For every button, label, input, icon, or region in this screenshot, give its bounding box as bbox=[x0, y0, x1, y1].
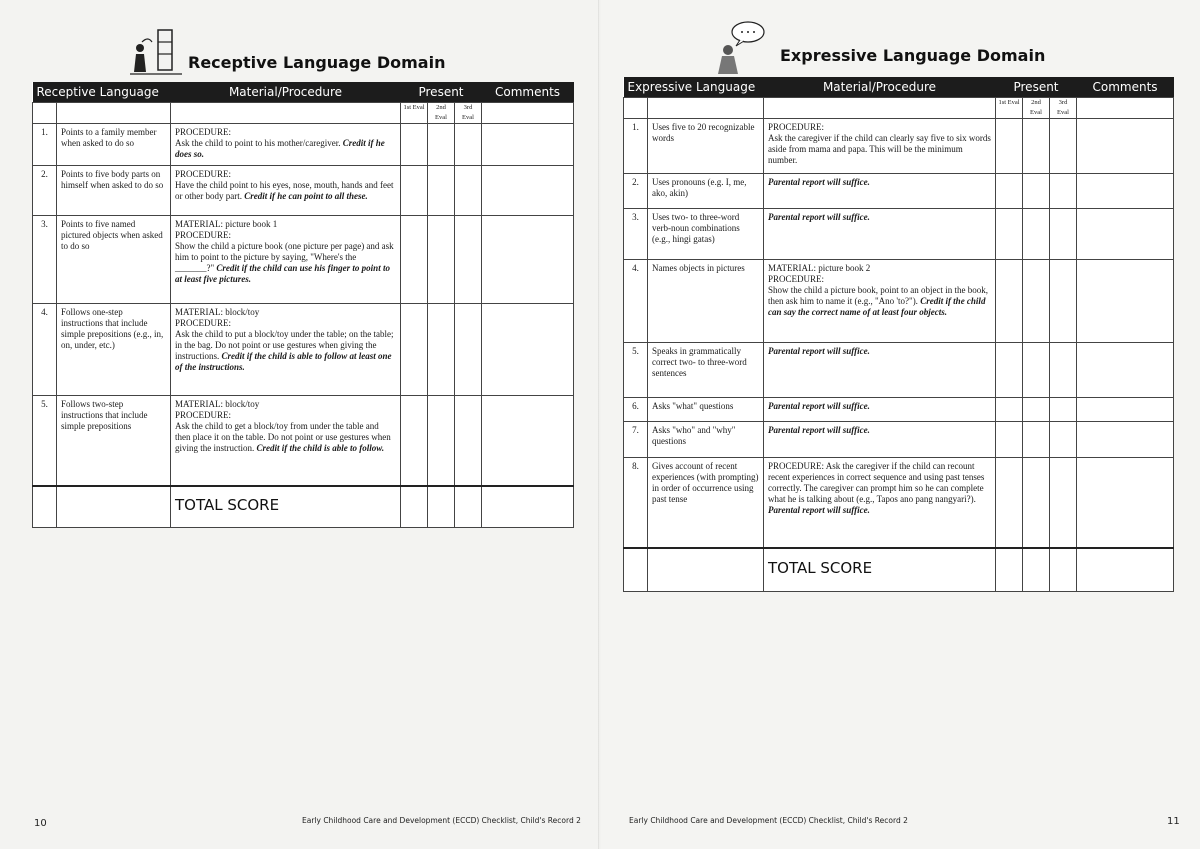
total-row bbox=[33, 486, 574, 528]
eval-2-header: 2nd Eval bbox=[1023, 98, 1050, 119]
present-header: Present bbox=[401, 82, 482, 103]
page-title: Receptive Language Domain bbox=[188, 53, 446, 72]
procedure-line: PROCEDURE: bbox=[768, 274, 825, 284]
eval-3-header: 3rd Eval bbox=[1050, 98, 1077, 119]
credit-text: Credit if the child is able to follow. bbox=[256, 443, 385, 453]
present-header: Present bbox=[996, 77, 1077, 98]
skill-text: Points to a family member when asked to do so bbox=[57, 124, 171, 166]
table-row bbox=[624, 174, 1174, 209]
skill-text: Speaks in grammatically correct two- to three-word sentences bbox=[648, 343, 764, 398]
procedure-line: MATERIAL: picture book 2 bbox=[768, 263, 871, 273]
expressive-language-table bbox=[623, 77, 1174, 592]
skill-text: Points to five body parts on himself when asked to do so bbox=[57, 166, 171, 216]
credit-text: Credit if he can point to all these. bbox=[244, 191, 368, 201]
comments-cell[interactable] bbox=[1077, 422, 1174, 458]
procedure-cell bbox=[764, 458, 996, 548]
skill-text: Follows two-step instructions that include simple prepositions bbox=[57, 396, 171, 486]
credit-text: Credit if the child is able to follow at least one of the instructions. bbox=[175, 351, 392, 372]
eval-checkbox-2[interactable] bbox=[1023, 260, 1050, 343]
procedure-cell bbox=[764, 422, 996, 458]
eval-checkbox-3[interactable] bbox=[455, 304, 482, 396]
procedure-line: MATERIAL: block/toy bbox=[175, 307, 260, 317]
procedure-cell bbox=[171, 216, 401, 304]
comments-cell[interactable] bbox=[482, 396, 574, 486]
table-row bbox=[33, 216, 574, 304]
eval-checkbox-2[interactable] bbox=[1023, 398, 1050, 422]
page-footer: Early Childhood Care and Development (ECCD) Checklist, Child's Record 2 bbox=[629, 816, 908, 825]
total-score-2[interactable] bbox=[1023, 548, 1050, 592]
eval-checkbox-1[interactable] bbox=[996, 398, 1023, 422]
eval-1-header: 1st Eval bbox=[996, 98, 1023, 119]
item-number: 1. bbox=[624, 119, 648, 174]
total-score-label: TOTAL SCORE bbox=[175, 496, 280, 515]
item-number: 1. bbox=[33, 124, 57, 166]
eval-checkbox-3[interactable] bbox=[455, 166, 482, 216]
item-number: 4. bbox=[624, 260, 648, 343]
eval-checkbox-3[interactable] bbox=[455, 216, 482, 304]
eval-checkbox-2[interactable] bbox=[428, 124, 455, 166]
eval-checkbox-1[interactable] bbox=[401, 166, 428, 216]
table-row bbox=[624, 422, 1174, 458]
comments-cell[interactable] bbox=[1077, 119, 1174, 174]
eval-checkbox-1[interactable] bbox=[996, 343, 1023, 398]
credit-text: Parental report will suffice. bbox=[768, 401, 870, 411]
eval-checkbox-3[interactable] bbox=[1050, 343, 1077, 398]
material-header: Material/Procedure bbox=[171, 82, 401, 103]
total-score-1[interactable] bbox=[401, 486, 428, 528]
credit-text: Parental report will suffice. bbox=[768, 177, 870, 187]
eval-checkbox-3[interactable] bbox=[1050, 398, 1077, 422]
total-score-2[interactable] bbox=[428, 486, 455, 528]
eval-checkbox-2[interactable] bbox=[1023, 174, 1050, 209]
eval-checkbox-3[interactable] bbox=[455, 396, 482, 486]
child-at-door-icon bbox=[128, 28, 184, 78]
procedure-line: PROCEDURE: Ask the caregiver if the child can recount recent experiences in correct sequence and using past tenses correctly. The caregiver can prompt him so he can complete what he is talking about (e.g., Tapos ano pang nangyari?). bbox=[768, 461, 985, 504]
item-number: 5. bbox=[624, 343, 648, 398]
table-row bbox=[33, 304, 574, 396]
procedure-line: Ask the child to get a block/toy from under the table and then place it on the table. Do not point or use gestures when giving the instruction. bbox=[175, 421, 391, 453]
eval-checkbox-2[interactable] bbox=[428, 166, 455, 216]
item-number: 3. bbox=[33, 216, 57, 304]
comments-cell[interactable] bbox=[1077, 458, 1174, 548]
eval-checkbox-3[interactable] bbox=[1050, 422, 1077, 458]
procedure-line: PROCEDURE: bbox=[175, 127, 232, 137]
receptive-language-table bbox=[32, 82, 574, 528]
procedure-cell bbox=[171, 124, 401, 166]
eval-checkbox-2[interactable] bbox=[1023, 422, 1050, 458]
comments-cell[interactable] bbox=[482, 124, 574, 166]
eval-checkbox-2[interactable] bbox=[1023, 343, 1050, 398]
eval-checkbox-3[interactable] bbox=[1050, 119, 1077, 174]
eval-1-header: 1st Eval bbox=[401, 103, 428, 124]
comments-cell[interactable] bbox=[1077, 343, 1174, 398]
credit-text: Credit if he does so. bbox=[175, 138, 385, 159]
item-number: 4. bbox=[33, 304, 57, 396]
procedure-line: Show the child a picture book (one picture per page) and ask him to point to the picture by saying, "Where's the _______?" bbox=[175, 241, 394, 273]
eval-checkbox-1[interactable] bbox=[401, 396, 428, 486]
eval-checkbox-3[interactable] bbox=[1050, 260, 1077, 343]
table-row bbox=[624, 260, 1174, 343]
procedure-cell bbox=[764, 398, 996, 422]
total-score-label: TOTAL SCORE bbox=[768, 559, 873, 578]
procedure-line: PROCEDURE: bbox=[768, 122, 825, 132]
eval-checkbox-2[interactable] bbox=[428, 396, 455, 486]
total-score-3[interactable] bbox=[1050, 548, 1077, 592]
table-row bbox=[624, 343, 1174, 398]
page-number: 10 bbox=[34, 818, 47, 829]
item-number: 8. bbox=[624, 458, 648, 548]
table-row bbox=[33, 396, 574, 486]
eval-2-header: 2nd Eval bbox=[428, 103, 455, 124]
eval-checkbox-1[interactable] bbox=[996, 174, 1023, 209]
item-number: 2. bbox=[624, 174, 648, 209]
procedure-line: Show the child a picture book, point to an object in the book, then ask him to name it (e.g., "Ano 'to?"). bbox=[768, 285, 988, 306]
procedure-line: MATERIAL: picture book 1 bbox=[175, 219, 278, 229]
eval-checkbox-1[interactable] bbox=[996, 458, 1023, 548]
skill-text: Asks "who" and "why" questions bbox=[648, 422, 764, 458]
comments-cell[interactable] bbox=[1077, 174, 1174, 209]
credit-text: Parental report will suffice. bbox=[768, 425, 870, 435]
total-score-3[interactable] bbox=[455, 486, 482, 528]
eval-checkbox-3[interactable] bbox=[1050, 209, 1077, 260]
procedure-line: PROCEDURE: bbox=[175, 410, 232, 420]
child-speech-bubble-icon bbox=[714, 20, 768, 76]
procedure-cell bbox=[171, 304, 401, 396]
comments-cell[interactable] bbox=[1077, 209, 1174, 260]
comments-cell[interactable] bbox=[1077, 398, 1174, 422]
page-number: 11 bbox=[1167, 816, 1180, 827]
comments-cell[interactable] bbox=[1077, 260, 1174, 343]
eval-checkbox-2[interactable] bbox=[428, 304, 455, 396]
table-row bbox=[624, 458, 1174, 548]
item-number: 6. bbox=[624, 398, 648, 422]
table-row bbox=[624, 398, 1174, 422]
skill-text: Uses two- to three-word verb-noun combinations (e.g., hingi gatas) bbox=[648, 209, 764, 260]
page-footer: Early Childhood Care and Development (ECCD) Checklist, Child's Record 2 bbox=[302, 816, 581, 825]
credit-text: Credit if the child can say the correct name of at least four objects. bbox=[768, 296, 986, 317]
skill-text: Points to five named pictured objects when asked to do so bbox=[57, 216, 171, 304]
eval-checkbox-2[interactable] bbox=[1023, 209, 1050, 260]
item-number: 2. bbox=[33, 166, 57, 216]
total-row bbox=[624, 548, 1174, 592]
eval-3-header: 3rd Eval bbox=[455, 103, 482, 124]
skill-text: Names objects in pictures bbox=[648, 260, 764, 343]
table-row bbox=[33, 166, 574, 216]
eval-checkbox-1[interactable] bbox=[996, 119, 1023, 174]
eval-checkbox-3[interactable] bbox=[1050, 174, 1077, 209]
skill-text: Gives account of recent experiences (with prompting) in order of occurrence using past tense bbox=[648, 458, 764, 548]
credit-text: Parental report will suffice. bbox=[768, 505, 870, 515]
procedure-line: Ask the caregiver if the child can clearly say five to six words aside from mama and papa. This will be the minimum number. bbox=[768, 133, 991, 165]
item-number: 7. bbox=[624, 422, 648, 458]
page-title: Expressive Language Domain bbox=[780, 46, 1046, 65]
procedure-cell bbox=[764, 343, 996, 398]
comments-cell[interactable] bbox=[482, 166, 574, 216]
item-number: 3. bbox=[624, 209, 648, 260]
eval-checkbox-3[interactable] bbox=[1050, 458, 1077, 548]
skill-text: Asks "what" questions bbox=[648, 398, 764, 422]
eval-checkbox-1[interactable] bbox=[996, 422, 1023, 458]
procedure-cell bbox=[171, 166, 401, 216]
table-row bbox=[624, 209, 1174, 260]
eval-checkbox-1[interactable] bbox=[996, 260, 1023, 343]
procedure-line: Ask the child to point to his mother/caregiver. bbox=[175, 138, 341, 148]
procedure-cell bbox=[764, 209, 996, 260]
procedure-line: Ask the child to put a block/toy under the table; on the table; in the bag. Do not point or use gestures when giving the instructions. bbox=[175, 329, 394, 361]
procedure-cell bbox=[171, 396, 401, 486]
procedure-cell bbox=[764, 260, 996, 343]
skill-header: Receptive Language bbox=[33, 82, 171, 103]
comments-cell[interactable] bbox=[482, 304, 574, 396]
table-row bbox=[624, 119, 1174, 174]
eval-checkbox-2[interactable] bbox=[1023, 458, 1050, 548]
comments-header: Comments bbox=[1077, 77, 1174, 98]
eval-checkbox-1[interactable] bbox=[996, 209, 1023, 260]
comments-header: Comments bbox=[482, 82, 574, 103]
credit-text: Credit if the child can use his finger to point to at least five pictures. bbox=[175, 263, 390, 284]
skill-text: Follows one-step instructions that include simple prepositions (e.g., in, on, under, etc.) bbox=[57, 304, 171, 396]
eval-checkbox-1[interactable] bbox=[401, 124, 428, 166]
credit-text: Parental report will suffice. bbox=[768, 212, 870, 222]
procedure-line: PROCEDURE: bbox=[175, 169, 232, 179]
eval-checkbox-3[interactable] bbox=[455, 124, 482, 166]
procedure-cell bbox=[764, 174, 996, 209]
material-header: Material/Procedure bbox=[764, 77, 996, 98]
procedure-line: Have the child point to his eyes, nose, mouth, hands and feet or other body part. bbox=[175, 180, 394, 201]
credit-text: Parental report will suffice. bbox=[768, 346, 870, 356]
table-row bbox=[33, 124, 574, 166]
skill-text: Uses five to 20 recognizable words bbox=[648, 119, 764, 174]
procedure-line: PROCEDURE: bbox=[175, 230, 232, 240]
total-score-1[interactable] bbox=[996, 548, 1023, 592]
procedure-line: MATERIAL: block/toy bbox=[175, 399, 260, 409]
comments-cell[interactable] bbox=[482, 216, 574, 304]
procedure-line: PROCEDURE: bbox=[175, 318, 232, 328]
skill-text: Uses pronouns (e.g. I, me, ako, akin) bbox=[648, 174, 764, 209]
eval-checkbox-2[interactable] bbox=[1023, 119, 1050, 174]
eval-checkbox-1[interactable] bbox=[401, 216, 428, 304]
procedure-cell bbox=[764, 119, 996, 174]
right-page bbox=[601, 0, 1200, 849]
item-number: 5. bbox=[33, 396, 57, 486]
eval-checkbox-1[interactable] bbox=[401, 304, 428, 396]
eval-checkbox-2[interactable] bbox=[428, 216, 455, 304]
skill-header: Expressive Language bbox=[624, 77, 764, 98]
